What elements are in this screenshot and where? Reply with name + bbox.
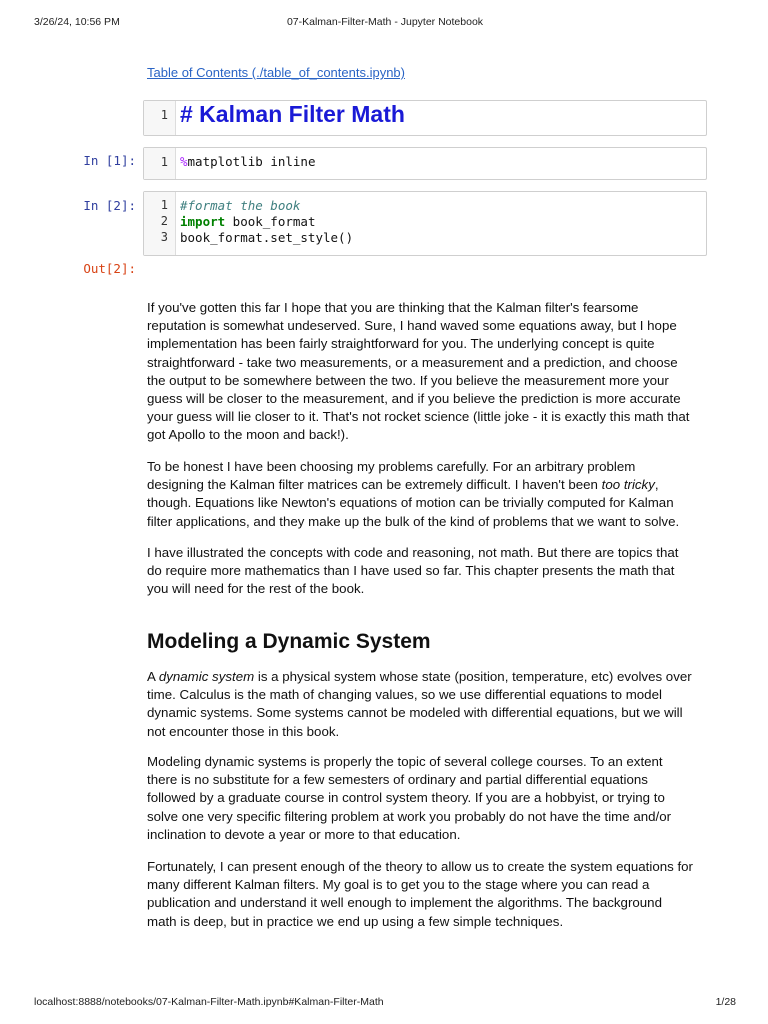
print-datetime: 3/26/24, 10:56 PM (34, 16, 120, 28)
line-number: 1 (160, 198, 168, 212)
code-text: book_format.set_style() (180, 230, 354, 245)
notebook-title: # Kalman Filter Math (180, 101, 405, 127)
emphasis-text: dynamic system (158, 669, 255, 684)
table-of-contents-link[interactable]: Table of Contents (./table_of_contents.ipynb) (147, 65, 405, 80)
in-prompt-2: In [2]: (83, 198, 136, 213)
section-heading: Modeling a Dynamic System (147, 630, 431, 653)
code-line (180, 214, 315, 229)
code-line (180, 198, 300, 213)
markdown-heading-cell[interactable] (143, 100, 707, 136)
line-number-gutter (144, 101, 176, 135)
emphasis-text: too tricky (601, 477, 655, 493)
text-span: A (147, 669, 159, 684)
paragraph-fortunately: Fortunately, I can present enough of the theory to allow us to create the system equations for many different Kalman filters. My goal is to get you to the stage where you can read a publication and understand it well enough to implement the algorithms. The background math is deep, but in practice we end up using a few simple techniques. (147, 859, 693, 929)
print-header (34, 16, 736, 32)
paragraph-concepts: I have illustrated the concepts with code and reasoning, not math. But there are topics that do require more mathematics than I have used so far. This chapter presents the math that you will need for the rest of the book. (147, 545, 679, 597)
in-prompt-1: In [1]: (83, 153, 136, 168)
line-number-gutter (144, 148, 176, 179)
print-url: localhost:8888/notebooks/07-Kalman-Filter-Math.ipynb#Kalman-Filter-Math (34, 996, 384, 1008)
print-footer (34, 996, 736, 1012)
text-span: , though. Equations like Newton's equations of motion can be trivially computed for Kalman filter applications, and they make up the bulk of the kind of problems that we want to solve. (147, 477, 680, 529)
line-number: 1 (160, 108, 168, 122)
magic-symbol: % (180, 154, 188, 169)
out-prompt-2: Out[2]: (83, 261, 136, 276)
line-number: 3 (160, 230, 168, 244)
code-text: matplotlib inline (187, 154, 316, 169)
line-number: 2 (160, 214, 168, 228)
line-number: 1 (160, 155, 168, 169)
code-text: book_format (225, 214, 316, 229)
paragraph-dynamic-system (147, 668, 695, 741)
import-keyword: import (180, 214, 226, 229)
page-number: 1/28 (715, 996, 736, 1008)
line-number-gutter (144, 192, 176, 255)
paragraph-intro: If you've gotten this far I hope that you are thinking that the Kalman filter's fearsome reputation is somewhat undeserved. Sure, I hand waved some equations away, but I hope implementation has been fairly straightforward for you. The underlying concept is quite straightforward - take two measurements, or a measurement and a prediction, and choose the output to be somewhere between the two. If you believe the measurement more your guess will be closer to the measurement, and if you believe the prediction is more accurate your guess will lie closer to it. That's not rocket science (little joke - it is exactly this math that got Apollo to the moon and back!). (147, 300, 690, 443)
paragraph-modeling: Modeling dynamic systems is properly the topic of several college courses. To an extent there is no substitute for a few semesters of ordinary and partial differential equations followed by a graduate course in control system theory. If you are a hobbyist, or trying to solve one very specific filtering problem at work you probably do not have the time and/or inclination to devote a year or more to that education. (147, 754, 672, 842)
paragraph-honest (147, 458, 695, 531)
text-span: is a physical system whose state (position, temperature, etc) evolves over time. Calculus is the math of changing values, so we use differential equations to model dynamic systems. Some systems cannot be modeled with differential equations, but we will not encounter those in this book. (147, 669, 692, 739)
print-title: 07-Kalman-Filter-Math - Jupyter Notebook (286, 16, 484, 28)
code-comment: #format the book (180, 198, 301, 213)
code-line (180, 230, 353, 245)
code-cell-2[interactable] (143, 191, 707, 256)
code-line (180, 154, 315, 169)
code-cell-1[interactable] (143, 147, 707, 180)
text-span: To be honest I have been choosing my problems carefully. For an arbitrary problem designing the Kalman filter matrices can be extremely difficult. I haven't been (147, 459, 636, 493)
